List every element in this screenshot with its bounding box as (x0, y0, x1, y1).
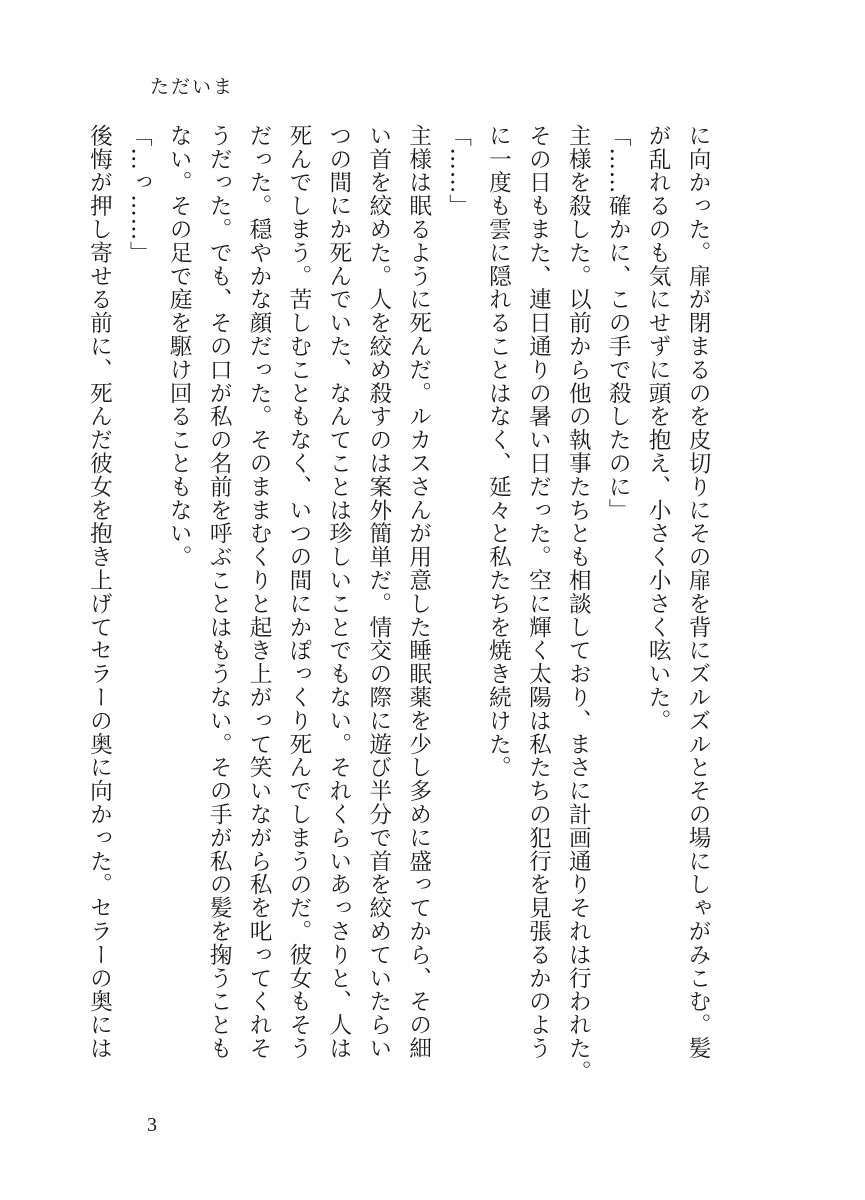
text-line: 主様を殺した。以前から他の執事たちとも相談しており、まさに計画通りそれは行われた。 (565, 124, 592, 1084)
text-line: つの間にか死んでいた、なんてことは珍しいことでもない。それくらいあっさりと、人は (325, 124, 352, 1060)
text-line: 後悔が押し寄せる前に、死んだ彼女を抱き上げてセラーの奥に向かった。セラーの奥には (86, 124, 113, 1060)
text-line: 「……」 (445, 124, 472, 218)
text-line: だった。穏やかな顔だった。そのままむくりと起き上がって笑いながら私を叱ってくれそ (246, 124, 273, 1060)
text-line: うだった。でも、その口が私の名前を呼ぶことはもうない。その手が私の髪を掬うことも (206, 124, 233, 1060)
body-text (86, 124, 717, 1084)
text-line: に一度も雲に隠れることはなく、延々と私たちを焼き続けた。 (485, 124, 512, 780)
text-line: 死んでしまう。苦しむこともなく、いつの間にかぽっくり死んでしまうのだ。彼女もそう (285, 124, 312, 1060)
text-line: ない。その足で庭を駆け回ることもない。 (166, 124, 193, 569)
text-line: が乱れるのも気にせずに頭を抱え、小さく小さく呟いた。 (645, 124, 672, 733)
running-header: ただいま (150, 76, 235, 98)
text-line: その日もまた、連日通りの暑い日だった。空に輝く太陽は私たちの犯行を見張るかのよう (525, 124, 552, 1060)
text-line: 「……確かに、この手で殺したのに」 (605, 124, 632, 522)
text-line: い首を絞めた。人を絞め殺すのは案外簡単だ。情交の際に遊び半分で首を絞めていたらい (365, 124, 392, 1060)
text-line: 「…っ……」 (126, 124, 153, 265)
page-number: 3 (147, 1114, 157, 1136)
text-line: に向かった。扉が閉まるのを皮切りにその扉を背にズルズルとその場にしゃがみこむ。髪 (685, 124, 711, 1060)
text-line: 主様は眠るように死んだ。ルカスさんが用意した睡眠薬を少し多めに盛ってから、その細 (405, 124, 432, 1060)
